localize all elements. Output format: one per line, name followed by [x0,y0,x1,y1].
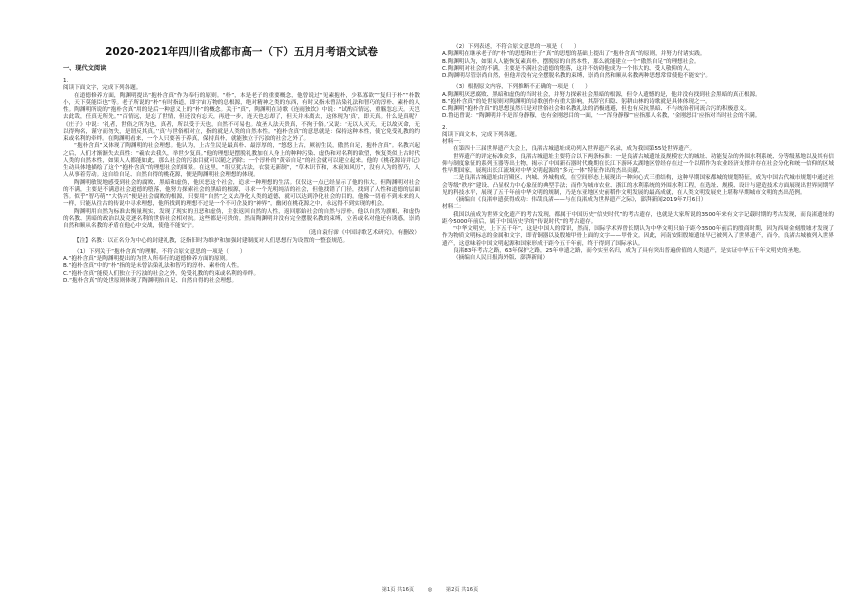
right-page [427,0,860,608]
passage-paragraph: 良渚83年考古之路，63年保护之路，25年申遗之路，而今实至名归，成为了具有突出普遍价值的人类遗产，是实证中华五千年文明史的圣地。 [453,247,805,254]
answer-option: B.“抱朴含真”的处世原则对陶渊明的诗歌创作有重大影响，其辞官归隐、躬耕山林的诗歌就是具体体现之一。 [442,98,711,105]
answer-option: A.陶渊明厌恶腐败、黑暗和虚伪的当时社会，并努力探索社会黑暗的根源，但令人遗憾的是，他并没有找到社会黑暗的真正根源。 [442,91,761,98]
question-number: 2. [442,124,448,131]
answer-option: C.“抱朴含真”能使人们独立于污浊的社会之外，免受礼教的约束或名利的牵绊。 [63,270,260,277]
page-number-left: 第1页 共16页 [381,587,415,593]
answer-option: C.陶渊明对社会的不满，主要是不满社会道德的堕落，这并不妨碍他成为一个伟大的、受人敬仰的人。 [442,65,694,72]
answer-option: C.陶渊明“抱朴含真”的思想虽然只是对世俗社会和名教礼法的消极逃避，但也有反抗黑暗、不与统治者同流合污的积极意义。 [442,106,750,112]
answer-option: A.陶渊明在继承老子的“朴”的思想和庄子“真”的思想的基础上提出了“抱朴含真”的原则，并努力付诸实践。 [442,51,706,58]
answer-option: D.陶渊明尽管崇尚自然，但他并没有完全摆脱名教的束缚，崇尚自然和顺从名教两种思想常常使他不能安宁。 [442,73,711,79]
passage-paragraph: 陶渊明用自然为标准去衡量现实，发现了现实的丑恶和虚伪，主张返回自然的人性，返回那始社会的自然与淳朴。他以自然为旗帜，和虚伪的名教、黑暗的政治以及竞逐名利的世俗社会相对抗。这些都是可贵的。然而陶渊明并没有完全摆脱名教的束缚，立善或名对他还有诱惑，崇尚自然和顺从名教的矛盾在他心中交战，使他不能安宁。 [63,208,420,229]
answer-option: D.鲁迅曾说：“陶渊明并不是浑身静穆，也有金刚怒目的一面，‘一“浑身静穆”’应指那人名教，‘金刚怒目’应指对当时社会的不满。 [442,113,761,120]
question-stem: （2）下列表述，不符合原文意思的一项是（ ） [453,44,580,50]
page-separator-icon: ◎ [427,587,433,593]
source-citation: （选自袁行霈《中国诗歌艺术研究》，有删改） [305,230,420,237]
answer-option: B.“抱朴含真”中的“朴”指的是未曾沾染礼法和智巧的淳朴、素朴的人性。 [63,263,243,270]
answer-option: B.陶渊明认为，如果人人能恢复素真朴，摆脱原的自然本性，那么就能建立一个“傲然自足”的理想社会。 [442,58,700,65]
footnote: 【注】名教：以正名分为中心的封建礼教，泛指旧时为维护和加强封建制度对人们思想行为设置的一整套规范。 [74,237,349,244]
question-stem: （1）下列关于“抱朴含真”的理解，不符合原文意思的一项是（ ） [74,248,246,255]
passage-paragraph: 我国以前成为世界文化遗产的考古发现，都属于中国历史“信史时代”的考古遗存，也就是大家所说的3500年来有文字记载时期的考古发现，而良渚遗址的距今5000年前后，属于中国历史学的“传说时代”的考古遗存。 [442,211,834,225]
passage-paragraph: “中华文明史，上下五千年”，这是中国人的常识，然而，国际学术界曾长期认为中华文明只始于距今3500年前后的殷商时期，因为西周金刻殷墟才发现了作为物质文明标志的金属和文字，即青铜器以及殷墟甲骨上面的文字——甲骨文。因此，河南安阳殷墟遗址早已被列入了世界遗产，而今，良渚古城被列入世界遗产，这意味着中国文明起源和国家形成于距今五千年前，终于得到了国际承认。 [442,226,834,247]
passage-paragraph: 二是良渚古城遗址由宫殿区、内城、外城构成，在空间形态上展现出一种向心式三重结构，这种早期国家都城的规划特征，成为中国古代城市规划中通过社会等级“秩序”建设、凸显权力中心象征的典型手法；而作为城市农业、浙江的水利系统的外围水利工程，在选址、规模、设计与建造技术方面展现出世界同期罕见的科技水平，展现了五千年前中华文明的规制，乃是东亚地区史前稻作文明发展的最高成就，在人类文明发展史上堪称早期城市文明的杰出范例。 [442,175,834,196]
source-citation: （摘编自《良渚申遗获得成功：伟哉良渚——与在良渚成为世界遗产之际》，澎湃新闻2019年7月6日） [453,197,707,203]
page-number-right: 第2页 共16页 [445,587,479,593]
passage-paragraph: 世界遗产的评定标准众多，良渚古城遗址主要符合以下两条标准：一是良渚古城遗址及规模宏大的城址、功能复杂的外围水利系统、分等级墓地以及其有信仰与制度象征的系列玉器等出土物，揭示了中国新石器时代晚期在长江下游环太湖地区曾经存在过一个以稻作为农业经济支撑并存在社会分化和统一信仰的区域性早期国家，展现出长江流域对中华文明起源的“多元一体”特征作出的杰出贡献。 [442,153,834,174]
answer-option: D.“抱朴含真”的处世原则体现了陶渊明抬自足、自然自得的社会理想。 [63,277,238,284]
material-label: 材料二： [442,204,465,211]
passage-paragraph: 陶渊明敏锐地感受到社会的腐败、黑暗和虚伪，他厌恶这个社会，追求一种理想的生活。仅仅这一点已经显示了他的伟大。但陶渊明对社会的不满，主要是不满意社会道德的堕落，他努力探索社会的黑暗的根源，寻求一个光明纯洁的社会，但他找错了门径，找到了人性和道德的层面答。似乎“智巧萌”“大伪兴”便是社会腐败的根源，只要用“自然”之义去净化人类的道德，就可以达到净化社会的目的。他像一切看不到未来的人一样，只能从往古的传说中寻求理想，他所找到的理想不过是一个不可企及的“神界”，幽闭在桃花源之中，永远得不到实现的机会。 [63,179,420,208]
material-label: 材料一： [442,139,465,145]
instruction: 阅读下面文本，完成下列各题。 [442,131,521,138]
question-number: 1. [63,78,69,84]
exam-title: 2020-2021年四川省成都市高一（下）五月月考语文试卷 [105,46,378,58]
answer-option: A.“抱朴含真”是陶渊明提出的为世人所奉行的道德修养方面的原则。 [63,256,231,262]
passage-paragraph: 在道德修养方面，陶渊明提出“抱朴含真”作为奉行的原则。“朴”，本是老子的重要概念，他曾说过“见素抱朴，少私寡欲”“复归于朴”“朴散小，天下莫能臣也”等。老子所说的“朴”有时指道，即宇宙万物的总根源，绝对精神之类的东西，有时又指未曾沾染礼法和智巧的淳朴、素朴的人性。陶渊明所说的“抱朴含真”用的是后一种意义上的“朴”的概念。关于“真”，陶渊明在诗歌《连雨独饮》中说：“试酌百情远，重觞忽忘天。天岂去此哉，任真无所先。”“百情远，是忘了世情，但还没有忘天，再进一步，连天也忘却了，但天并未离去，这体现为‘真’，即天真。什么是真呢？《庄子》中说：‘礼者，世俗之所为也，真者，所以受于天也，自然不可易也。故圣人法天贵真，不拘于俗。’又说：‘无以人灭天，无以故灭命，无以得殉名，谨守而勿失，是谓反其真。’‘真’与世俗相对立，指的就是人类的自然本性。“抱朴含真”的意思就是：保持这种本性，使它免受礼教的约束或名利的牵绊。在陶渊明看来，一个人只要善于养真，保持真朴，就能独立于污浊的社会之外了。 [63,92,420,142]
instruction: 阅读下面文字，完成下列各题。 [63,85,142,92]
source-citation: （摘编自人民日报海外版、澎湃新闻） [453,255,549,261]
passage-paragraph: “抱朴含真”又体现了陶渊明的社会理想。他认为，上古生民是最真朴、最淳厚的，“悠悠上古，厥初生民，傲然自足，抱朴含真”。名教兴起之后，人们才渐渐失去真性：“羲农去我久，举世少复真。”他的理想是摆脱礼教加在人身上的种种污染、虚伪和对名利的欲望，恢复类似上古时代人类的自然本性，如果人人都能如此，那么社会的污浊目就可以随之消除；一个淳朴的“黄帝自足”的社会就可以建立起来。他的《桃花源诗并记》生动具体地描绘了这个“抱朴含真”的理想社会的图景。在这里，“俎豆犹古法，衣裳无新制”，“草木识节和，木衰知风厉”，没有人为的智巧，人人从事着劳动。这自给自足、自然自得的桃花源，便是陶渊明社会理想的体现。 [63,143,420,179]
question-stem: （3）根据原文内容，下列推断不正确的一项是（ ） [453,84,591,91]
section-heading: 一、现代文阅读 [63,65,107,72]
passage-paragraph: 在第四十三届世界遗产大会上，良渚古城遗址成功列入世界遗产名录，成为我国第55处世界遗产。 [453,146,696,153]
page-footer [0,586,860,593]
